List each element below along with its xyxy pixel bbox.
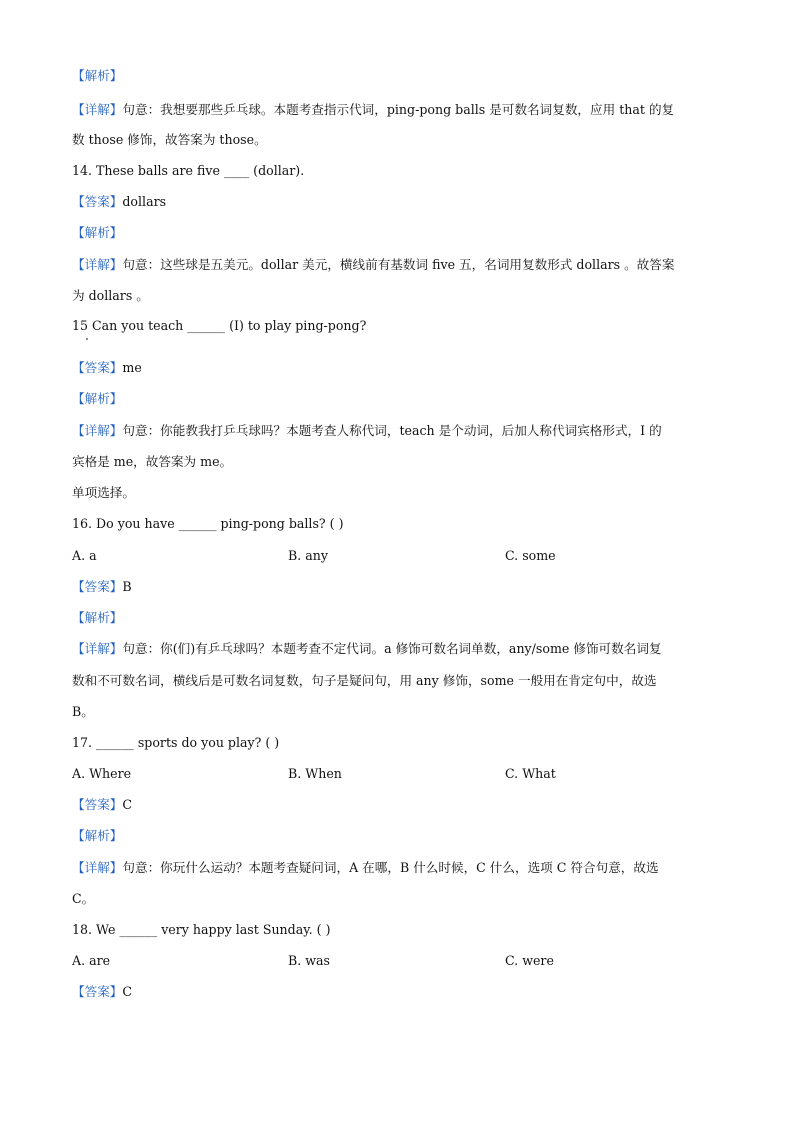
q17-option-c: C. What bbox=[505, 766, 556, 781]
q17-answer: 【答案】C bbox=[72, 797, 133, 812]
q16-detail-line-3: B。 bbox=[72, 704, 94, 719]
q14-analysis-label: 【解析】 bbox=[72, 225, 123, 240]
q13-analysis-label: 【解析】 bbox=[72, 68, 123, 83]
q17-detail-line-2: C。 bbox=[72, 891, 95, 906]
q16-detail-line-1: 【详解】句意：你(们)有乒乓球吗？本题考查不定代词。a 修饰可数名词单数，any/some 修饰可数名词复 bbox=[72, 641, 662, 656]
q16-option-a: A. a bbox=[72, 548, 97, 563]
q16-question: 16. Do you have ______ ping-pong balls? ( ) bbox=[72, 516, 344, 531]
q17-analysis-label: 【解析】 bbox=[72, 828, 123, 843]
q13-detail-line-2: 数 those 修饰，故答案为 those。 bbox=[72, 132, 267, 147]
q17-detail-line-1: 【详解】句意：你玩什么运动？本题考查疑问词，A 在哪，B 什么时候，C 什么，选项 C 符合句意，故选 bbox=[72, 860, 659, 875]
q16-option-b: B. any bbox=[288, 548, 328, 563]
section-title: 单项选择。 bbox=[72, 485, 135, 500]
q16-answer: 【答案】B bbox=[72, 579, 132, 594]
q17-option-b: B. When bbox=[288, 766, 342, 781]
q15-question: 15 Can you teach ______ (I) to play ping-pong? bbox=[72, 318, 367, 333]
q18-answer: 【答案】C bbox=[72, 984, 133, 999]
q13-detail-line-1: 【详解】句意：我想要那些乒乓球。本题考查指示代词，ping-pong balls 是可数名词复数，应用 that 的复 bbox=[72, 102, 675, 117]
q14-answer: 【答案】dollars bbox=[72, 194, 167, 209]
q16-analysis-label: 【解析】 bbox=[72, 610, 123, 625]
q14-detail-line-2: 为 dollars 。 bbox=[72, 288, 149, 303]
q15-detail-line-1: 【详解】句意：你能教我打乒乓球吗？本题考查人称代词，teach 是个动词，后加人称代词宾格形式，I 的 bbox=[72, 423, 662, 438]
q17-question: 17. ______ sports do you play? ( ) bbox=[72, 735, 280, 750]
q15-analysis-label: 【解析】 bbox=[72, 391, 123, 406]
q14-question: 14. These balls are five ____ (dollar). bbox=[72, 163, 305, 178]
stray-dot bbox=[86, 338, 88, 340]
q18-question: 18. We ______ very happy last Sunday. ( ) bbox=[72, 922, 331, 937]
q18-option-b: B. was bbox=[288, 953, 331, 968]
q16-option-c: C. some bbox=[505, 548, 556, 563]
q17-option-a: A. Where bbox=[72, 766, 132, 781]
q16-detail-line-2: 数和不可数名词，横线后是可数名词复数，句子是疑问句，用 any 修饰，some 一般用在肯定句中，故选 bbox=[72, 673, 657, 688]
q18-option-a: A. are bbox=[72, 953, 111, 968]
q15-answer: 【答案】me bbox=[72, 360, 142, 375]
q18-option-c: C. were bbox=[505, 953, 554, 968]
q15-detail-line-2: 宾格是 me，故答案为 me。 bbox=[72, 454, 233, 469]
q14-detail-line-1: 【详解】句意：这些球是五美元。dollar 美元，横线前有基数词 five 五，名词用复数形式 dollars 。故答案 bbox=[72, 257, 675, 272]
